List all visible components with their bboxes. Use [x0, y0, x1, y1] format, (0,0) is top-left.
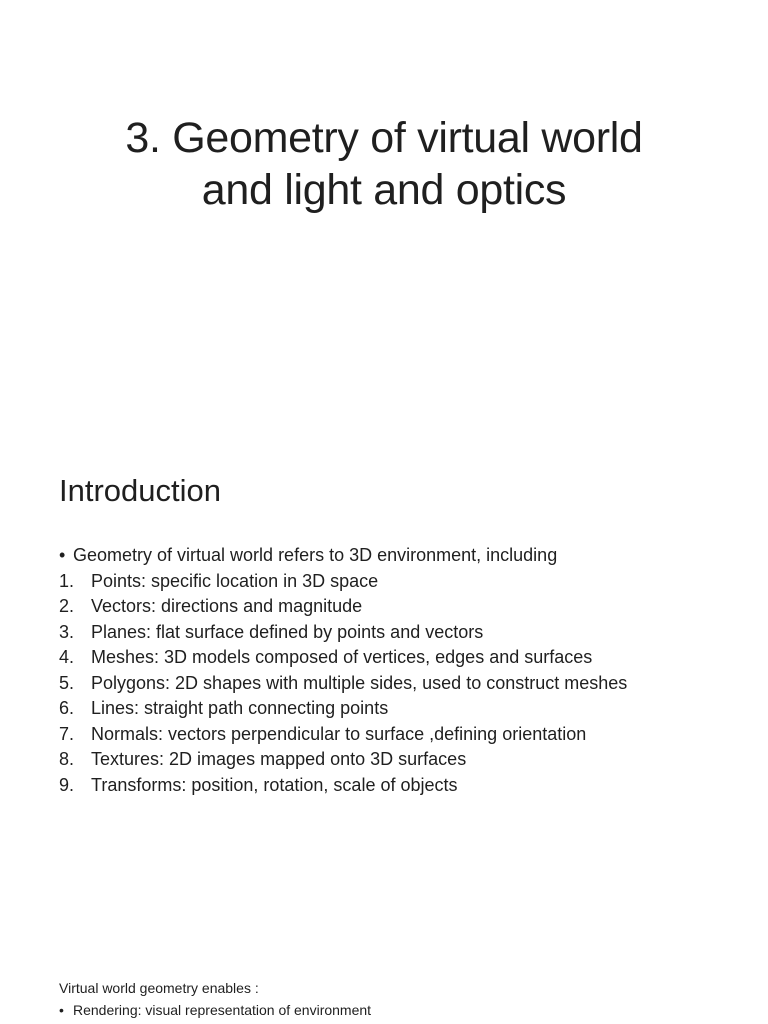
list-item	[59, 722, 739, 748]
slide-title-line-1: 3. Geometry of virtual world	[125, 114, 643, 162]
lead-text: Virtual world geometry enables :	[59, 980, 259, 996]
bullet-item	[59, 1000, 371, 1020]
list-text: Meshes: 3D models composed of vertices, edges and surfaces	[91, 647, 593, 667]
slide-introduction	[0, 440, 768, 960]
bullet-marker: •	[59, 545, 66, 565]
list-text: Polygons: 2D shapes with multiple sides, used to construct meshes	[91, 672, 628, 693]
slide-content	[59, 543, 739, 798]
list-item	[59, 620, 739, 646]
list-text: Points: specific location in 3D space	[91, 570, 379, 591]
slide-title-line-2: and light and optics	[201, 166, 567, 214]
list-number: 5.	[59, 672, 75, 693]
list-text: Planes: flat surface defined by points and vectors	[91, 621, 484, 642]
list-text: Lines: straight path connecting points	[91, 698, 389, 718]
slide-geometry-enables	[0, 960, 768, 1024]
list-item	[59, 747, 739, 773]
list-number: 1.	[59, 570, 75, 591]
bullet-marker: •	[59, 1002, 64, 1018]
list-item	[59, 645, 739, 671]
list-number: 2.	[59, 596, 75, 616]
list-item	[59, 594, 739, 620]
section-heading: Introduction	[59, 473, 221, 508]
bullet-item	[59, 543, 739, 569]
list-number: 3.	[59, 621, 75, 642]
bullet-text: Rendering: visual representation of environment	[73, 1002, 372, 1018]
list-number: 7.	[59, 723, 75, 744]
list-number: 9.	[59, 774, 75, 795]
list-text: Textures: 2D images mapped onto 3D surfaces	[91, 749, 467, 769]
slide-title	[0, 112, 768, 216]
list-text: Normals: vectors perpendicular to surface ,defining orientation	[91, 723, 587, 744]
list-text: Transforms: position, rotation, scale of objects	[91, 774, 458, 795]
list-number: 4.	[59, 647, 75, 667]
list-number: 6.	[59, 698, 75, 718]
list-text: Vectors: directions and magnitude	[91, 596, 363, 616]
list-item	[59, 569, 739, 595]
list-item	[59, 671, 739, 697]
list-item	[59, 696, 739, 722]
bullet-text: Geometry of virtual world refers to 3D environment, including	[73, 545, 558, 565]
list-number: 8.	[59, 749, 75, 769]
slide-title-page	[0, 0, 768, 440]
list-item	[59, 773, 739, 799]
